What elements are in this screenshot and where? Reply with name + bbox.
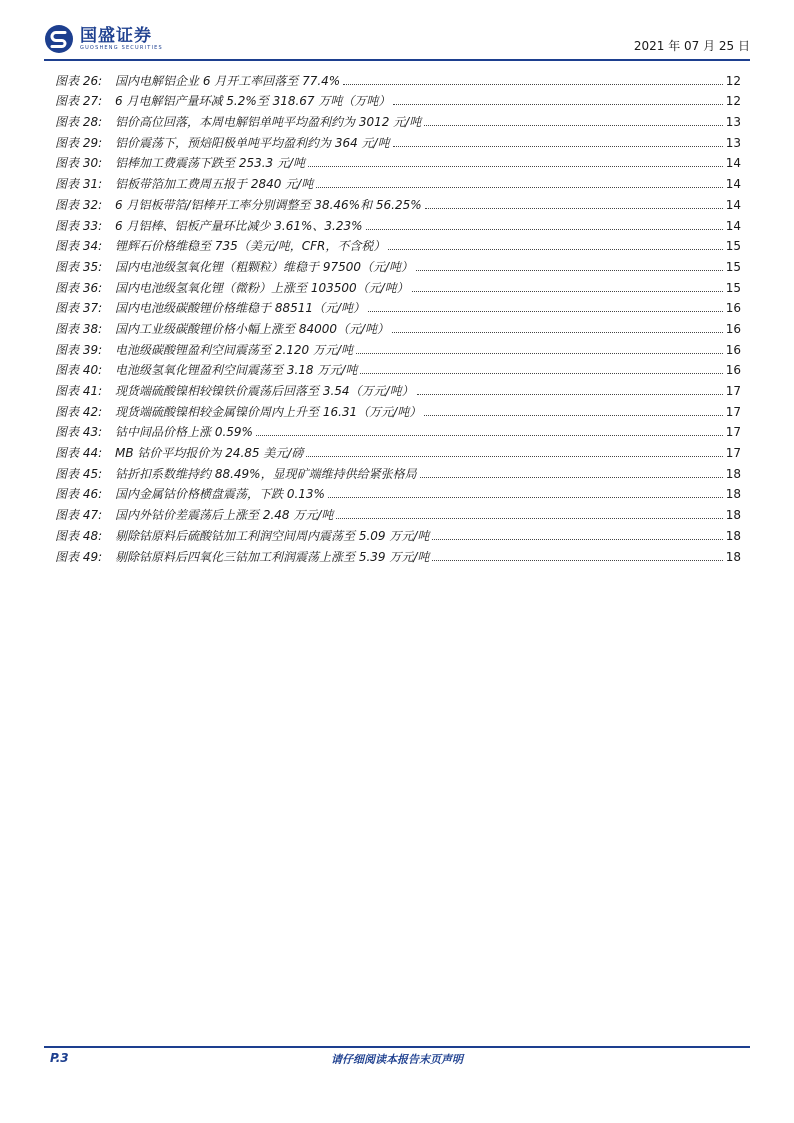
toc-entry[interactable] [55, 234, 741, 255]
toc-figure-title: 电池级碳酸锂盈利空间震荡至 2.120 万元/吨 [115, 342, 354, 357]
toc-figure-title: 剔除钴原料后硫酸钴加工利润空间周内震荡至 5.09 万元/吨 [115, 528, 430, 543]
toc-figure-title: 钴中间品价格上涨 0.59% [115, 425, 253, 440]
toc-entry[interactable] [55, 523, 741, 544]
toc-figure-title: 钴折扣系数维持约 88.49%，显现矿端维持供给紧张格局 [115, 466, 417, 481]
guosheng-logo-icon [44, 24, 74, 54]
toc-entry[interactable] [55, 192, 741, 213]
toc-dot-leader [343, 84, 723, 85]
toc-dot-leader [424, 125, 723, 126]
toc-figure-label: 图表 36: [55, 280, 103, 295]
toc-figure-title: 国内电池级氢氧化锂（微粉）上涨至 103500（元/吨） [115, 280, 409, 295]
toc-figure-title: 国内电解铝企业 6 月开工率回落至 77.4% [115, 73, 341, 88]
toc-entry[interactable] [55, 151, 741, 172]
toc-page-number: 13 [725, 135, 741, 150]
toc-figure-title: 6 月铝棒、铝板产量环比减少 3.61%、3.23% [115, 218, 363, 233]
toc-figure-label: 图表 46: [55, 487, 103, 502]
toc-figure-label: 图表 48: [55, 528, 103, 543]
company-logo [44, 24, 163, 54]
toc-entry[interactable] [55, 130, 741, 151]
toc-page-number: 18 [725, 528, 741, 543]
toc-page-number: 16 [725, 342, 741, 357]
toc-entry[interactable] [55, 171, 741, 192]
toc-dot-leader [393, 146, 723, 147]
toc-page-number: 15 [725, 280, 741, 295]
brand-name-en: GUOSHENG SECURITIES [80, 44, 163, 51]
toc-figure-label: 图表 32: [55, 197, 103, 212]
toc-figure-title: 电池级氢氧化锂盈利空间震荡至 3.18 万元/吨 [115, 363, 358, 378]
toc-figure-title: 国内电池级碳酸锂价格维稳于 88511（元/吨） [115, 301, 366, 316]
toc-dot-leader [360, 373, 722, 374]
toc-page-number: 14 [725, 218, 741, 233]
toc-page-number: 18 [725, 549, 741, 564]
toc-dot-leader [308, 166, 723, 167]
toc-page-number: 16 [725, 321, 741, 336]
toc-figure-label: 图表 39: [55, 342, 103, 357]
toc-entry[interactable] [55, 378, 741, 399]
toc-entry[interactable] [55, 461, 741, 482]
toc-page-number: 12 [725, 73, 741, 88]
toc-dot-leader [417, 394, 723, 395]
toc-figure-label: 图表 33: [55, 218, 103, 233]
toc-figure-label: 图表 28: [55, 115, 103, 130]
figure-index-list [55, 68, 741, 565]
toc-figure-title: 铝棒加工费震荡下跌至 253.3 元/吨 [115, 156, 306, 171]
toc-figure-title: MB 钴价平均报价为 24.85 美元/磅 [115, 446, 304, 461]
toc-entry[interactable] [55, 544, 741, 565]
toc-entry[interactable] [55, 213, 741, 234]
brand-name-cn: 国盛证券 [80, 25, 152, 46]
toc-page-number: 12 [725, 94, 741, 109]
toc-entry[interactable] [55, 358, 741, 379]
toc-dot-leader [368, 311, 723, 312]
toc-dot-leader [412, 291, 723, 292]
toc-figure-label: 图表 42: [55, 404, 103, 419]
toc-entry[interactable] [55, 109, 741, 130]
toc-figure-label: 图表 31: [55, 177, 103, 192]
toc-figure-title: 铝价高位回落，本周电解铝单吨平均盈利约为 3012 元/吨 [115, 115, 422, 130]
toc-page-number: 16 [725, 301, 741, 316]
toc-figure-label: 图表 44: [55, 446, 103, 461]
toc-figure-title: 国内金属钴价格横盘震荡，下跌 0.13% [115, 487, 325, 502]
toc-figure-title: 6 月电解铝产量环减 5.2%至 318.67 万吨（万吨） [115, 94, 391, 109]
toc-figure-label: 图表 43: [55, 425, 103, 440]
toc-entry[interactable] [55, 316, 741, 337]
toc-entry[interactable] [55, 337, 741, 358]
toc-entry[interactable] [55, 89, 741, 110]
toc-page-number: 18 [725, 487, 741, 502]
toc-figure-title: 国内工业级碳酸锂价格小幅上涨至 84000（元/吨） [115, 321, 390, 336]
toc-figure-title: 剔除钴原料后四氧化三钴加工利润震荡上涨至 5.39 万元/吨 [115, 549, 430, 564]
toc-dot-leader [388, 249, 722, 250]
toc-entry[interactable] [55, 254, 741, 275]
toc-entry[interactable] [55, 440, 741, 461]
toc-entry[interactable] [55, 399, 741, 420]
toc-page-number: 17 [725, 425, 741, 440]
toc-page-number: 14 [725, 177, 741, 192]
toc-figure-label: 图表 35: [55, 259, 103, 274]
toc-dot-leader [425, 208, 723, 209]
toc-figure-label: 图表 29: [55, 135, 103, 150]
header-divider [44, 59, 750, 61]
toc-dot-leader [356, 353, 723, 354]
toc-figure-label: 图表 45: [55, 466, 103, 481]
footer-divider [44, 1046, 750, 1048]
toc-figure-title: 现货端硫酸镍相较金属镍价周内上升至 16.31（万元/吨） [115, 404, 422, 419]
toc-dot-leader [256, 435, 723, 436]
toc-dot-leader [366, 229, 723, 230]
page-number: P.3 [50, 1051, 69, 1065]
toc-page-number: 15 [725, 259, 741, 274]
toc-figure-title: 国内电池级氢氧化锂（粗颗粒）维稳于 97500（元/吨） [115, 259, 414, 274]
footer-disclaimer: 请仔细阅读本报告末页声明 [331, 1053, 463, 1066]
toc-figure-label: 图表 34: [55, 239, 103, 254]
toc-page-number: 14 [725, 197, 741, 212]
report-date: 2021 年 07 月 25 日 [633, 39, 750, 53]
toc-page-number: 14 [725, 156, 741, 171]
toc-figure-label: 图表 27: [55, 94, 103, 109]
toc-dot-leader [424, 415, 723, 416]
toc-page-number: 13 [725, 115, 741, 130]
toc-figure-label: 图表 49: [55, 549, 103, 564]
toc-page-number: 17 [725, 384, 741, 398]
toc-page-number: 16 [725, 363, 741, 378]
toc-dot-leader [432, 560, 722, 561]
toc-figure-title: 锂辉石价格维稳至 735（美元/吨，CFR，不含税） [115, 239, 386, 254]
toc-dot-leader [328, 497, 723, 498]
page-header [0, 0, 794, 62]
toc-figure-label: 图表 41: [55, 384, 103, 398]
toc-entry[interactable] [55, 275, 741, 296]
toc-page-number: 17 [725, 446, 741, 461]
toc-dot-leader [420, 477, 723, 478]
toc-figure-label: 图表 37: [55, 301, 103, 316]
toc-entry[interactable] [55, 482, 741, 503]
toc-figure-label: 图表 47: [55, 508, 103, 523]
toc-figure-title: 国内外钴价差震荡后上涨至 2.48 万元/吨 [115, 508, 334, 523]
toc-figure-title: 铝板带箔加工费周五报于 2840 元/吨 [115, 177, 314, 192]
toc-entry[interactable] [55, 502, 741, 523]
toc-entry[interactable] [55, 68, 741, 89]
toc-figure-label: 图表 26: [55, 73, 103, 88]
toc-page-number: 18 [725, 508, 741, 523]
toc-figure-label: 图表 40: [55, 363, 103, 378]
toc-dot-leader [392, 332, 723, 333]
toc-figure-title: 现货端硫酸镍相较镍铁价震荡后回落至 3.54（万元/吨） [115, 384, 414, 398]
toc-dot-leader [336, 518, 722, 519]
toc-page-number: 18 [725, 466, 741, 481]
toc-dot-leader [432, 539, 722, 540]
toc-entry[interactable] [55, 420, 741, 441]
toc-dot-leader [316, 187, 723, 188]
toc-figure-title: 铝价震荡下，预焙阳极单吨平均盈利约为 364 元/吨 [115, 135, 390, 150]
toc-page-number: 15 [725, 239, 741, 254]
toc-figure-title: 6 月铝板带箔/铝棒开工率分别调整至 38.46%和 56.25% [115, 197, 422, 212]
toc-dot-leader [306, 456, 722, 457]
toc-dot-leader [416, 270, 723, 271]
toc-entry[interactable] [55, 296, 741, 317]
toc-figure-label: 图表 38: [55, 321, 103, 336]
toc-figure-label: 图表 30: [55, 156, 103, 171]
toc-page-number: 17 [725, 404, 741, 419]
toc-dot-leader [393, 104, 722, 105]
